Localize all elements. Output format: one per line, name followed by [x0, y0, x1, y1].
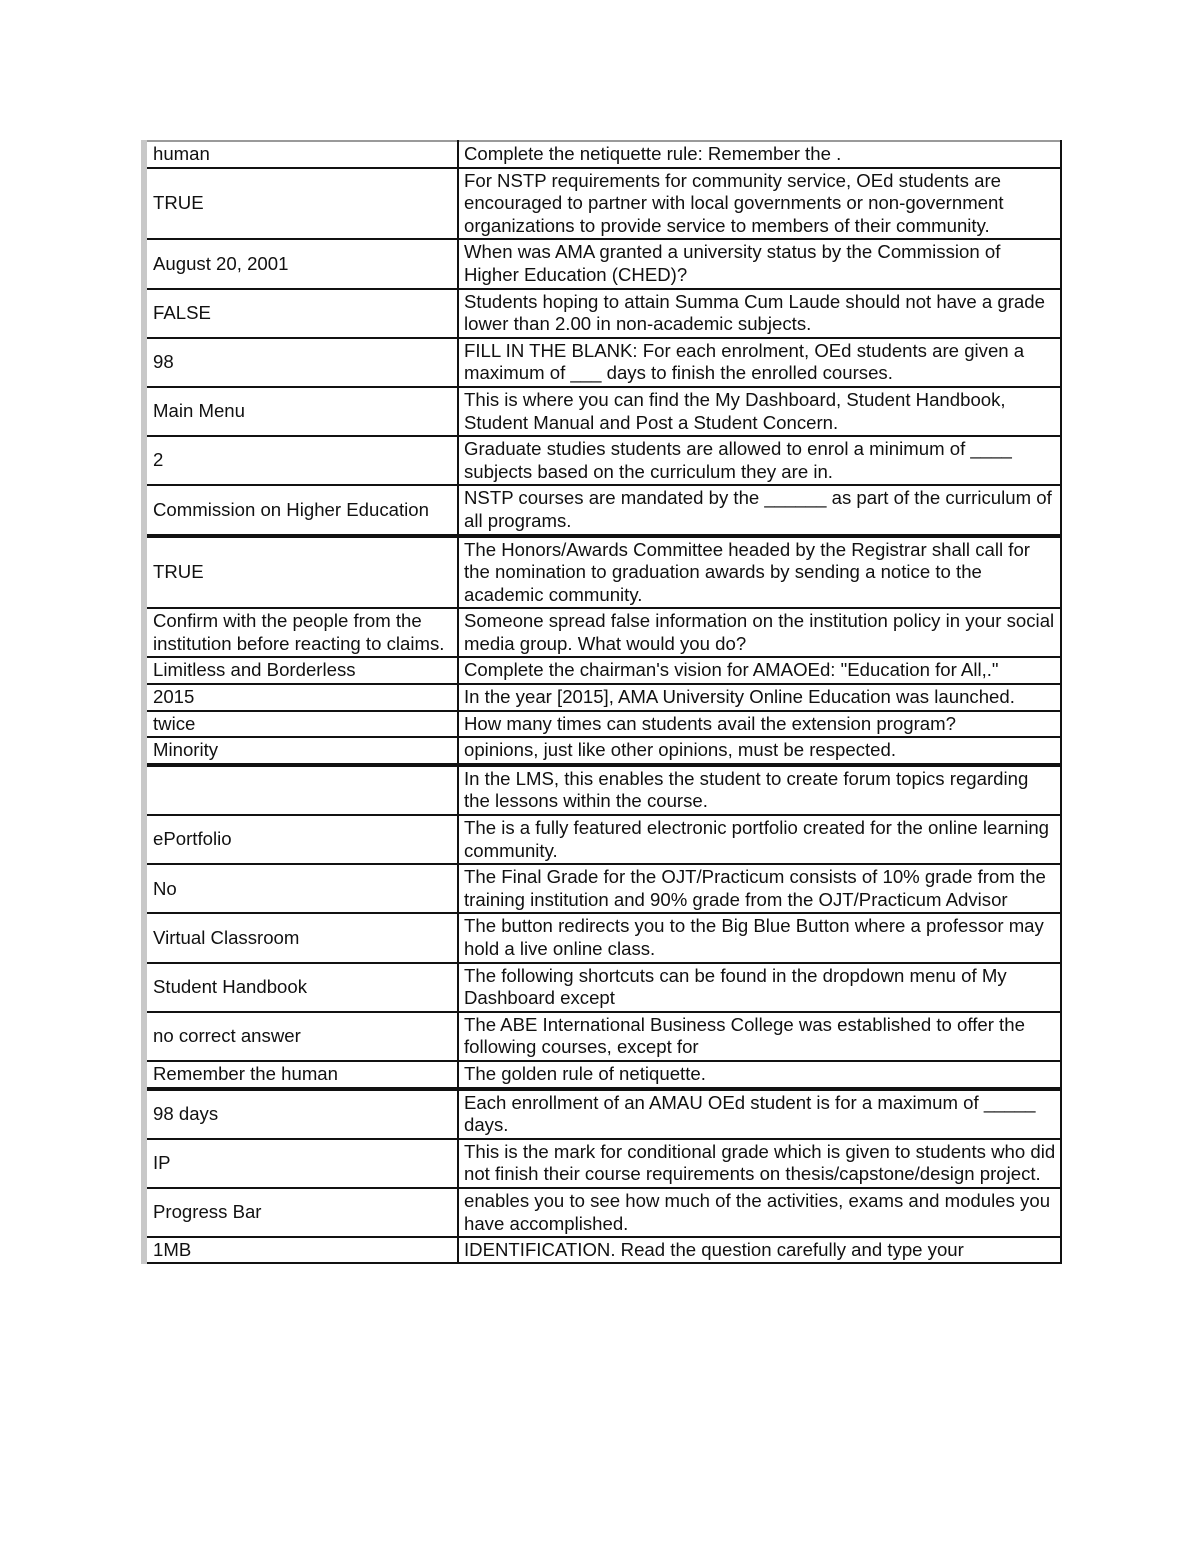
- table-row: [144, 1188, 1061, 1237]
- answer-cell: FALSE: [144, 289, 458, 338]
- answer-cell: Confirm with the people from the institution before reacting to claims.: [144, 608, 458, 657]
- answer-cell: 98 days: [144, 1089, 458, 1139]
- table-row: [144, 711, 1061, 738]
- table-row: [144, 1012, 1061, 1061]
- answer-cell: Virtual Classroom: [144, 913, 458, 962]
- question-cell: NSTP courses are mandated by the ______ as part of the curriculum of all programs.: [458, 485, 1061, 535]
- answer-cell: No: [144, 864, 458, 913]
- table-row: [144, 765, 1061, 815]
- table-row: [144, 168, 1061, 240]
- table-row: [144, 684, 1061, 711]
- answer-cell: 1MB: [144, 1237, 458, 1263]
- table-row: [144, 657, 1061, 684]
- answer-cell: TRUE: [144, 536, 458, 609]
- question-cell: Complete the netiquette rule: Remember the .: [458, 141, 1061, 168]
- table-row: [144, 1089, 1061, 1139]
- answer-cell: no correct answer: [144, 1012, 458, 1061]
- answer-cell: IP: [144, 1139, 458, 1188]
- answer-cell: 2015: [144, 684, 458, 711]
- answer-cell: Commission on Higher Education: [144, 485, 458, 535]
- question-cell: IDENTIFICATION. Read the question carefully and type your: [458, 1237, 1061, 1263]
- qa-table: [141, 140, 1062, 1264]
- question-cell: Someone spread false information on the institution policy in your social media group. What would you do?: [458, 608, 1061, 657]
- table-row: [144, 239, 1061, 288]
- table-row: [144, 1237, 1061, 1263]
- table-row: [144, 963, 1061, 1012]
- answer-cell: TRUE: [144, 168, 458, 240]
- question-cell: In the LMS, this enables the student to create forum topics regarding the lessons within the course.: [458, 765, 1061, 815]
- table-row: [144, 338, 1061, 387]
- answer-cell: Main Menu: [144, 387, 458, 436]
- answer-cell: Remember the human: [144, 1061, 458, 1089]
- table-row: [144, 289, 1061, 338]
- table-row: [144, 608, 1061, 657]
- table-row: [144, 913, 1061, 962]
- question-cell: The golden rule of netiquette.: [458, 1061, 1061, 1089]
- table-row: [144, 387, 1061, 436]
- answer-cell: August 20, 2001: [144, 239, 458, 288]
- question-cell: This is the mark for conditional grade which is given to students who did not finish their course requirements on thesis/capstone/design project.: [458, 1139, 1061, 1188]
- question-cell: Each enrollment of an AMAU OEd student is for a maximum of _____ days.: [458, 1089, 1061, 1139]
- table-row: [144, 436, 1061, 485]
- table-row: [144, 1139, 1061, 1188]
- question-cell: The Final Grade for the OJT/Practicum consists of 10% grade from the training institution and 90% grade from the OJT/Practicum Advisor: [458, 864, 1061, 913]
- answer-cell: human: [144, 141, 458, 168]
- table-row: [144, 141, 1061, 168]
- question-cell: In the year [2015], AMA University Online Education was launched.: [458, 684, 1061, 711]
- question-cell: This is where you can find the My Dashboard, Student Handbook, Student Manual and Post a Student Concern.: [458, 387, 1061, 436]
- answer-cell: Limitless and Borderless: [144, 657, 458, 684]
- question-cell: opinions, just like other opinions, must be respected.: [458, 737, 1061, 765]
- table-row: [144, 737, 1061, 765]
- answer-cell: Progress Bar: [144, 1188, 458, 1237]
- answer-cell: [144, 765, 458, 815]
- answer-cell: Minority: [144, 737, 458, 765]
- question-cell: The button redirects you to the Big Blue Button where a professor may hold a live online class.: [458, 913, 1061, 962]
- table-row: [144, 1061, 1061, 1089]
- reviewer-sheet: [141, 140, 1058, 1264]
- table-row: [144, 485, 1061, 535]
- question-cell: The following shortcuts can be found in the dropdown menu of My Dashboard except: [458, 963, 1061, 1012]
- question-cell: The ABE International Business College was established to offer the following courses, except for: [458, 1012, 1061, 1061]
- table-row: [144, 536, 1061, 609]
- table-row: [144, 815, 1061, 864]
- question-cell: Complete the chairman's vision for AMAOEd: "Education for All,.": [458, 657, 1061, 684]
- answer-cell: twice: [144, 711, 458, 738]
- question-cell: FILL IN THE BLANK: For each enrolment, OEd students are given a maximum of ___ days to finish the enrolled courses.: [458, 338, 1061, 387]
- question-cell: How many times can students avail the extension program?: [458, 711, 1061, 738]
- question-cell: When was AMA granted a university status by the Commission of Higher Education (CHED)?: [458, 239, 1061, 288]
- answer-cell: ePortfolio: [144, 815, 458, 864]
- question-cell: For NSTP requirements for community service, OEd students are encouraged to partner with local governments or non-government organizations to provide service to members of their community.: [458, 168, 1061, 240]
- answer-cell: 2: [144, 436, 458, 485]
- answer-cell: 98: [144, 338, 458, 387]
- question-cell: The Honors/Awards Committee headed by the Registrar shall call for the nomination to graduation awards by sending a notice to the academic community.: [458, 536, 1061, 609]
- question-cell: Students hoping to attain Summa Cum Laude should not have a grade lower than 2.00 in non-academic subjects.: [458, 289, 1061, 338]
- question-cell: The is a fully featured electronic portfolio created for the online learning community.: [458, 815, 1061, 864]
- answer-cell: Student Handbook: [144, 963, 458, 1012]
- question-cell: enables you to see how much of the activities, exams and modules you have accomplished.: [458, 1188, 1061, 1237]
- question-cell: Graduate studies students are allowed to enrol a minimum of ____ subjects based on the curriculum they are in.: [458, 436, 1061, 485]
- table-row: [144, 864, 1061, 913]
